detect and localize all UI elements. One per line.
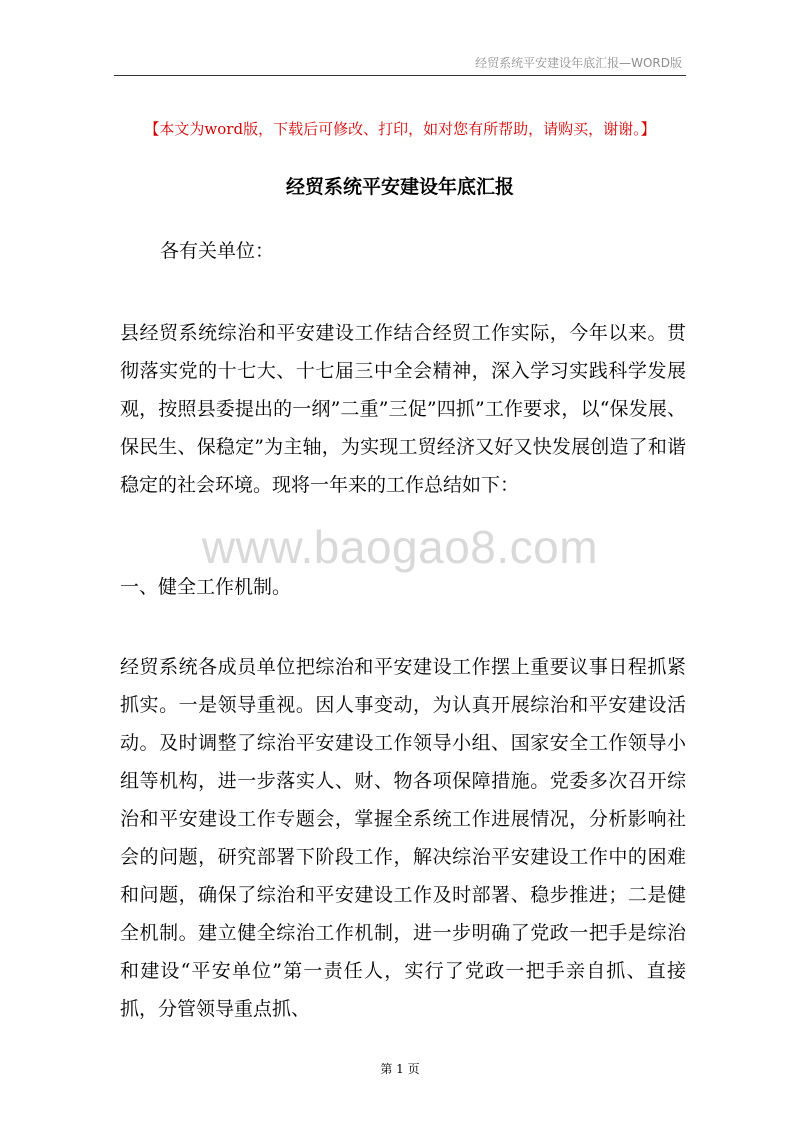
page-number: 第 1 页 xyxy=(380,1062,420,1076)
salutation: 各有关单位： xyxy=(160,240,275,262)
section-heading: 一、健全工作机制。 xyxy=(120,576,292,598)
watermark: www.baogao8.com xyxy=(201,521,599,573)
paragraph-body: 经贸系统各成员单位把综治和平安建设工作摆上重要议事日程抓紧抓实。一是领导重视。因人事变动，为认真开展综治和平安建设活动。及时调整了综治平安建设工作领导小组、国家安全工作领导小组等机构，进一步落实人、财、物各项保障措施。党委多次召开综治和平安建设工作专题会，掌握全系统工作进展情况，分析影响社会的问题，研究部署下阶段工作，解决综治平安建设工作中的困难和问题，确保了综治和平安建设工作及时部署、稳步推进；二是健全机制。建立健全综治工作机制，进一步明确了党政一把手是综治和建设“平安单位”第一责任人，实行了党政一把手亲自抓、直接抓，分管领导重点抓、 xyxy=(120,656,686,1020)
word-version-notice: 【本文为word版，下载后可修改、打印，如对您有所帮助，请购买，谢谢。】 xyxy=(144,120,656,138)
document-title: 经贸系统平安建设年底汇报 xyxy=(285,176,514,198)
running-header: 经贸系统平安建设年底汇报—WORD版 xyxy=(475,56,682,70)
header-divider xyxy=(114,75,686,76)
paragraph-intro: 县经贸系统综治和平安建设工作结合经贸工作实际，今年以来。贯彻落实党的十七大、十七届三中全会精神，深入学习实践科学发展观，按照县委提出的一纲”二重”三促”四抓”工作要求，以“保发展、保民生、保稳定”为主轴，为实现工贸经济又好又快发展创造了和谐稳定的社会环境。现将一年来的工作总结如下： xyxy=(120,322,686,496)
